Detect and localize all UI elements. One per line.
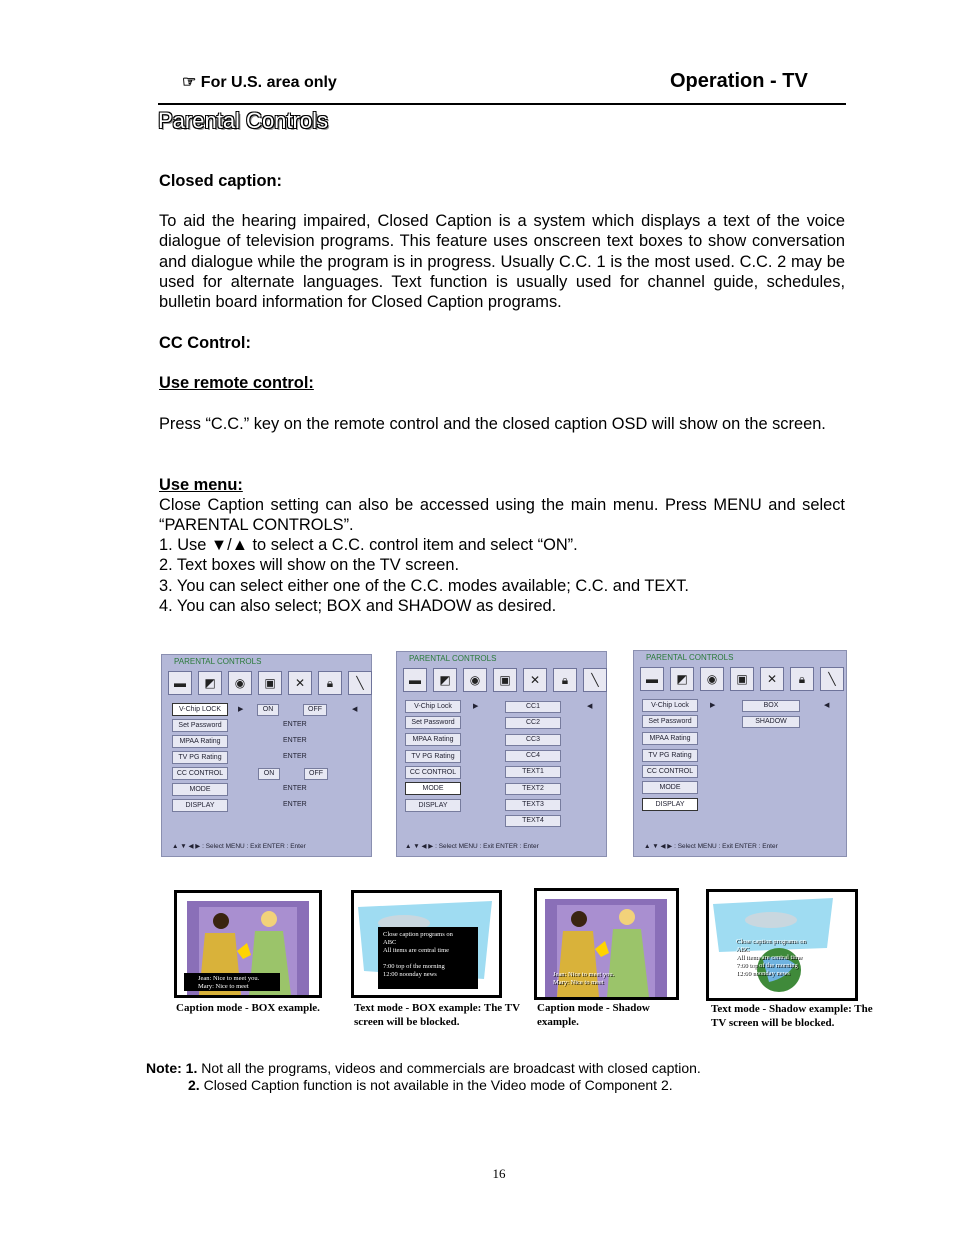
speaker-icon: ◉ (463, 668, 487, 692)
text-line: ABC (383, 939, 397, 946)
left-arrow-icon: ◀ (587, 703, 593, 710)
osd-item: Set Password (172, 719, 228, 732)
closed-caption-heading: Closed caption: (159, 172, 282, 190)
setup-icon: ╲ (583, 668, 607, 692)
picture-icon: ◩ (198, 671, 222, 695)
osd-heading: PARENTAL CONTROLS (409, 654, 497, 663)
page-title: Parental Controls (158, 108, 328, 133)
step-1: 1. Use ▼/▲ to select a C.C. control item and select “ON”. (159, 536, 578, 554)
remote-text: Press “C.C.” key on the remote control and the closed caption OSD will show on the screen. (159, 415, 826, 433)
note-number: 2. (188, 1077, 200, 1093)
cc-control-heading: CC Control: (159, 334, 251, 352)
osd-footer: ▲ ▼ ◀ ▶ : Select MENU : Exit ENTER : Enter (405, 843, 539, 850)
caption-shadow-text (553, 971, 653, 987)
osd-icon-row (640, 667, 844, 691)
example-caption-box (174, 890, 322, 998)
osd-value: TEXT1 (505, 766, 561, 778)
osd-item: MODE (642, 781, 698, 794)
region-note: ☞ For U.S. area only (182, 74, 337, 91)
osd-value: TEXT3 (505, 799, 561, 811)
osd-value: CC1 (505, 701, 561, 713)
text-line: ABC (736, 946, 750, 953)
osd-value: ON (257, 704, 279, 716)
lock-icon: 🔒︎ (553, 668, 577, 692)
osd-item: TV PG Rating (642, 749, 698, 762)
tv-icon: ▬ (640, 667, 664, 691)
caption-line: Jean: Nice to meet you. (553, 971, 615, 978)
right-arrow-icon: ▶ (710, 702, 716, 709)
section-title: Operation - TV (670, 70, 808, 92)
right-arrow-icon: ▶ (238, 706, 244, 713)
osd-value: TEXT4 (505, 815, 561, 827)
setup-icon: ╲ (820, 667, 844, 691)
note-number: 1. (185, 1060, 198, 1076)
osd-heading: PARENTAL CONTROLS (646, 653, 734, 662)
osd-item: MODE (172, 783, 228, 796)
speaker-icon: ◉ (228, 671, 252, 695)
text-line: All items are central time (383, 947, 450, 954)
osd-item: DISPLAY (405, 799, 461, 812)
example-caption: Caption mode - BOX example. (176, 1002, 320, 1014)
note-1 (146, 1060, 701, 1077)
osd-value: ON (258, 768, 280, 780)
tools-icon: ✕ (760, 667, 784, 691)
note-2 (146, 1077, 701, 1094)
lock-icon: 🔒︎ (318, 671, 342, 695)
osd-item: MPAA Rating (172, 735, 228, 748)
osd-item: MPAA Rating (405, 733, 461, 746)
osd-item: TV PG Rating (405, 750, 461, 763)
osd-value: ENTER (283, 737, 307, 744)
example-text-box (351, 890, 502, 998)
notes (146, 1060, 701, 1094)
osd-item: V-Chip LOCK (172, 703, 228, 716)
osd-item: Set Password (405, 716, 461, 729)
tv-icon: ▬ (168, 671, 192, 695)
osd-item: V-Chip Lock (405, 700, 461, 713)
osd-value: OFF (304, 768, 328, 780)
remote-heading: Use remote control: (159, 374, 314, 392)
example-caption: Text mode - Shadow example: The TV screen will be blocked. (711, 1003, 873, 1029)
osd-item: Set Password (642, 715, 698, 728)
text-line: 12:00 noonday news (383, 971, 437, 978)
osd-value: CC3 (505, 734, 561, 746)
note-text: Not all the programs, videos and commercials are broadcast with closed caption. (201, 1060, 701, 1076)
osd-value: ENTER (283, 753, 307, 760)
caption-line: Mary: Nice to meet (553, 979, 604, 986)
menu-heading: Use menu: (159, 476, 243, 494)
example-caption: Caption mode - Shadow example. (537, 1002, 650, 1028)
osd-panel-2 (396, 651, 607, 857)
osd-item: MPAA Rating (642, 732, 698, 745)
osd-value: CC4 (505, 750, 561, 762)
caption-line: Mary: Nice to meet (198, 983, 249, 990)
text-line: Close caption programs on (736, 938, 806, 945)
osd-value: CC2 (505, 717, 561, 729)
page-number: 16 (492, 1166, 506, 1181)
osd-item: DISPLAY (642, 798, 698, 811)
caption-line: Jean: Nice to meet you. (198, 975, 260, 982)
speaker-icon: ◉ (700, 667, 724, 691)
osd-value: TEXT2 (505, 783, 561, 795)
note-text: Closed Caption function is not available in the Video mode of Component 2. (203, 1077, 673, 1093)
osd-item: CC CONTROL (172, 767, 228, 780)
text-box-panel (378, 927, 478, 989)
text-line (383, 955, 473, 963)
picture-icon: ◩ (670, 667, 694, 691)
osd-value: ENTER (283, 801, 307, 808)
osd-item: MODE (405, 782, 461, 795)
setup-icon: ╲ (348, 671, 372, 695)
text-line: Close caption programs on (383, 931, 453, 938)
tools-icon: ✕ (288, 671, 312, 695)
note-label: Note: (146, 1060, 182, 1076)
osd-value: BOX (742, 700, 800, 712)
example-text-shadow (706, 889, 858, 1001)
osd-item: DISPLAY (172, 799, 228, 812)
text-line: 12:00 noonday news (736, 970, 790, 977)
tv-icon: ▬ (403, 668, 427, 692)
menu-text: Close Caption setting can also be accessed using the main menu. Press MENU and select “PARENTAL CONTROLS”. (159, 496, 845, 535)
lock-icon: 🔒︎ (790, 667, 814, 691)
window-icon: ▣ (258, 671, 282, 695)
left-arrow-icon: ◀ (824, 702, 830, 709)
step-3: 3. You can select either one of the C.C. modes available; C.C. and TEXT. (159, 577, 689, 595)
step-4: 4. You can also select; BOX and SHADOW as desired. (159, 597, 557, 615)
picture-icon: ◩ (433, 668, 457, 692)
text-shadow-panel (736, 938, 846, 978)
window-icon: ▣ (493, 668, 517, 692)
text-line: All items are central time (736, 954, 803, 961)
example-caption: Text mode - BOX example: The TV screen will be blocked. (354, 1002, 520, 1028)
osd-heading: PARENTAL CONTROLS (174, 657, 262, 666)
window-icon: ▣ (730, 667, 754, 691)
osd-value: SHADOW (742, 716, 800, 728)
tools-icon: ✕ (523, 668, 547, 692)
text-line: 7:00 top of the morning (383, 963, 445, 970)
header-rule (158, 103, 846, 105)
osd-footer: ▲ ▼ ◀ ▶ : Select MENU : Exit ENTER : Enter (644, 843, 778, 850)
osd-panel-1 (161, 654, 372, 857)
osd-item: CC CONTROL (642, 765, 698, 778)
osd-value: ENTER (283, 721, 307, 728)
osd-item: V-Chip Lock (642, 699, 698, 712)
text-line: 7:00 top of the morning (736, 962, 798, 969)
osd-icon-row (168, 671, 372, 695)
left-arrow-icon: ◀ (352, 706, 358, 713)
osd-value: OFF (303, 704, 327, 716)
right-arrow-icon: ▶ (473, 703, 479, 710)
osd-icon-row (403, 668, 607, 692)
closed-caption-paragraph: To aid the hearing impaired, Closed Caption is a system which displays a text of the voice dialogue of television programs. This feature uses onscreen text boxes to show conversation and dialogue while the program is in progress. Usually C.C. 1 is the most used. C.C. 2 may be used for alternate languages. Text function is usually used for channel guide, schedules, bulletin board information for Closed Caption programs. (159, 212, 845, 312)
caption-box-text (184, 973, 280, 991)
osd-item: TV PG Rating (172, 751, 228, 764)
example-caption-shadow (534, 888, 679, 1000)
osd-panel-3 (633, 650, 847, 857)
osd-footer: ▲ ▼ ◀ ▶ : Select MENU : Exit ENTER : Enter (172, 843, 306, 850)
osd-item: CC CONTROL (405, 766, 461, 779)
step-2: 2. Text boxes will show on the TV screen. (159, 556, 460, 574)
osd-value: ENTER (283, 785, 307, 792)
